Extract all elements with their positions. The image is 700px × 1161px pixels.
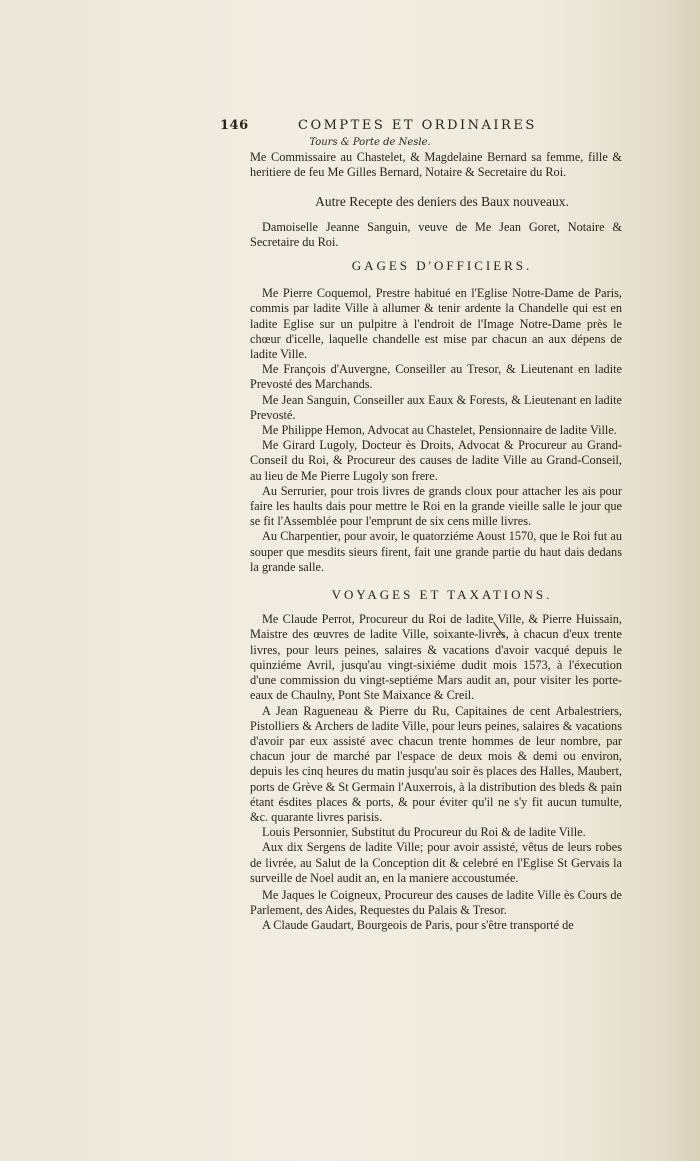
paragraph-coigneux: Me Jaques le Coigneux, Procureur des causes de ladite Ville ès Cours de Parlement, des Aides, Requestes du Palais & Tresor. — [250, 887, 622, 918]
page-number: 146 — [220, 118, 249, 133]
paragraph-hemon: Me Philippe Hemon, Advocat au Chastelet, Pensionnaire de ladite Ville. — [262, 423, 617, 438]
paragraph-serrurier: Au Serrurier, pour trois livres de grands cloux pour attacher les ais pour faire les haults dais pour mettre le Roi en la grande vieille salle le jour que se fit l'Assemblée pour l'emprunt de six cens mille livres. — [250, 483, 622, 529]
paragraph-sanguin: Me Jean Sanguin, Conseiller aux Eaux & Forests, & Lieutenant en ladite Prevosté. — [250, 392, 622, 422]
running-title: COMPTES ET ORDINAIRES — [298, 118, 537, 133]
paragraph-auvergne: Me François d'Auvergne, Conseiller au Tresor, & Lieutenant en ladite Prevosté des Marchands. — [250, 362, 622, 392]
paragraph-personnier: Louis Personnier, Substitut du Procureur du Roi & de ladite Ville. — [262, 825, 586, 840]
paragraph-perrot: Me Claude Perrot, Procureur du Roi de ladite Ville, & Pierre Huissain, Maistre des œuvres de ladite Ville, soixante-livres, à chacun d'eux trente livres, pour leurs peines, salaires & vacations d'avoir vacqué depuis le quinziéme Avril, jusqu'au vingt-sixiéme dudit mois 1573, à l'éxecution d'une commission du vingt-septiéme Mars audit an, pour visiter les porte-eaux de Chaulny, Pont Ste Maixance & Creil. — [250, 612, 622, 703]
paragraph-jeanne-sanguin: Damoiselle Jeanne Sanguin, veuve de Me Jean Goret, Notaire & Secretaire du Roi. — [250, 219, 622, 249]
heading-autre-recepte: Autre Recepte des deniers des Baux nouveaux. — [315, 194, 569, 210]
paragraph-ragueneau: A Jean Ragueneau & Pierre du Ru, Capitaines de cent Arbalestriers, Pistolliers & Archers de ladite Ville, pour leurs peines, salaires & vacations d'avoir par eux assisté avec chacun trente hommes de leur nombre, par chacun jour de marché par l'espace de deux mois & demi ou environ, depuis les cinq heures du matin jusqu'au soir ès places des Halles, Maubert, ports de Grève & St Germain l'Auxerrois, à la distribution des bleds & pain étant ésdites places & ports, & pour éviter qu'il ne s'y fit aucun tumulte, &c. quarante livres parisis. — [250, 703, 622, 824]
paragraph-commissaire: Me Commissaire au Chastelet, & Magdelaine Bernard sa femme, fille & heritiere de feu Me Gilles Bernard, Notaire & Secretaire du Roi. — [250, 150, 622, 180]
paragraph-sergens: Aux dix Sergens de ladite Ville; pour avoir assisté, vêtus de leurs robes de livrée, au Salut de la Conception dit & celebré en l'Eglise St Gervais la surveille de Noel audit an, en la maniere accoustumée. — [250, 840, 622, 885]
paragraph-gaudart: A Claude Gaudart, Bourgeois de Paris, pour s'être transporté de — [262, 918, 574, 933]
paragraph-charpentier: Au Charpentier, pour avoir, le quatorziéme Aoust 1570, que le Roi fut au souper que mesdits sieurs firent, fait une grande partie du haut dais dedans la grande salle. — [250, 529, 622, 574]
running-subtitle: Tours & Porte de Nesle. — [309, 137, 431, 148]
page-header — [220, 118, 560, 138]
paragraph-coquemol: Me Pierre Coquemol, Prestre habitué en l'Eglise Notre-Dame de Paris, commis par ladite Ville à allumer & tenir ardente la Chandelle qui est en ladite Eglise sur un pulpitre à l'endroit de l'Image Notre-Dame près le chœur d'icelle, laquelle chandelle est mise par chacun an aux dépens de ladite Ville. — [250, 286, 622, 362]
heading-voyages-taxations: VOYAGES ET TAXATIONS. — [331, 587, 553, 603]
paragraph-lugoly: Me Girard Lugoly, Docteur ès Droits, Advocat & Procureur au Grand-Conseil du Roi, & Procureur des causes de ladite Ville au Grand-Conseil, au lieu de Me Pierre Lugoly son frere. — [250, 438, 622, 483]
page-body — [250, 150, 622, 934]
heading-gages-officiers: GAGES D'OFFICIERS. — [351, 258, 533, 274]
